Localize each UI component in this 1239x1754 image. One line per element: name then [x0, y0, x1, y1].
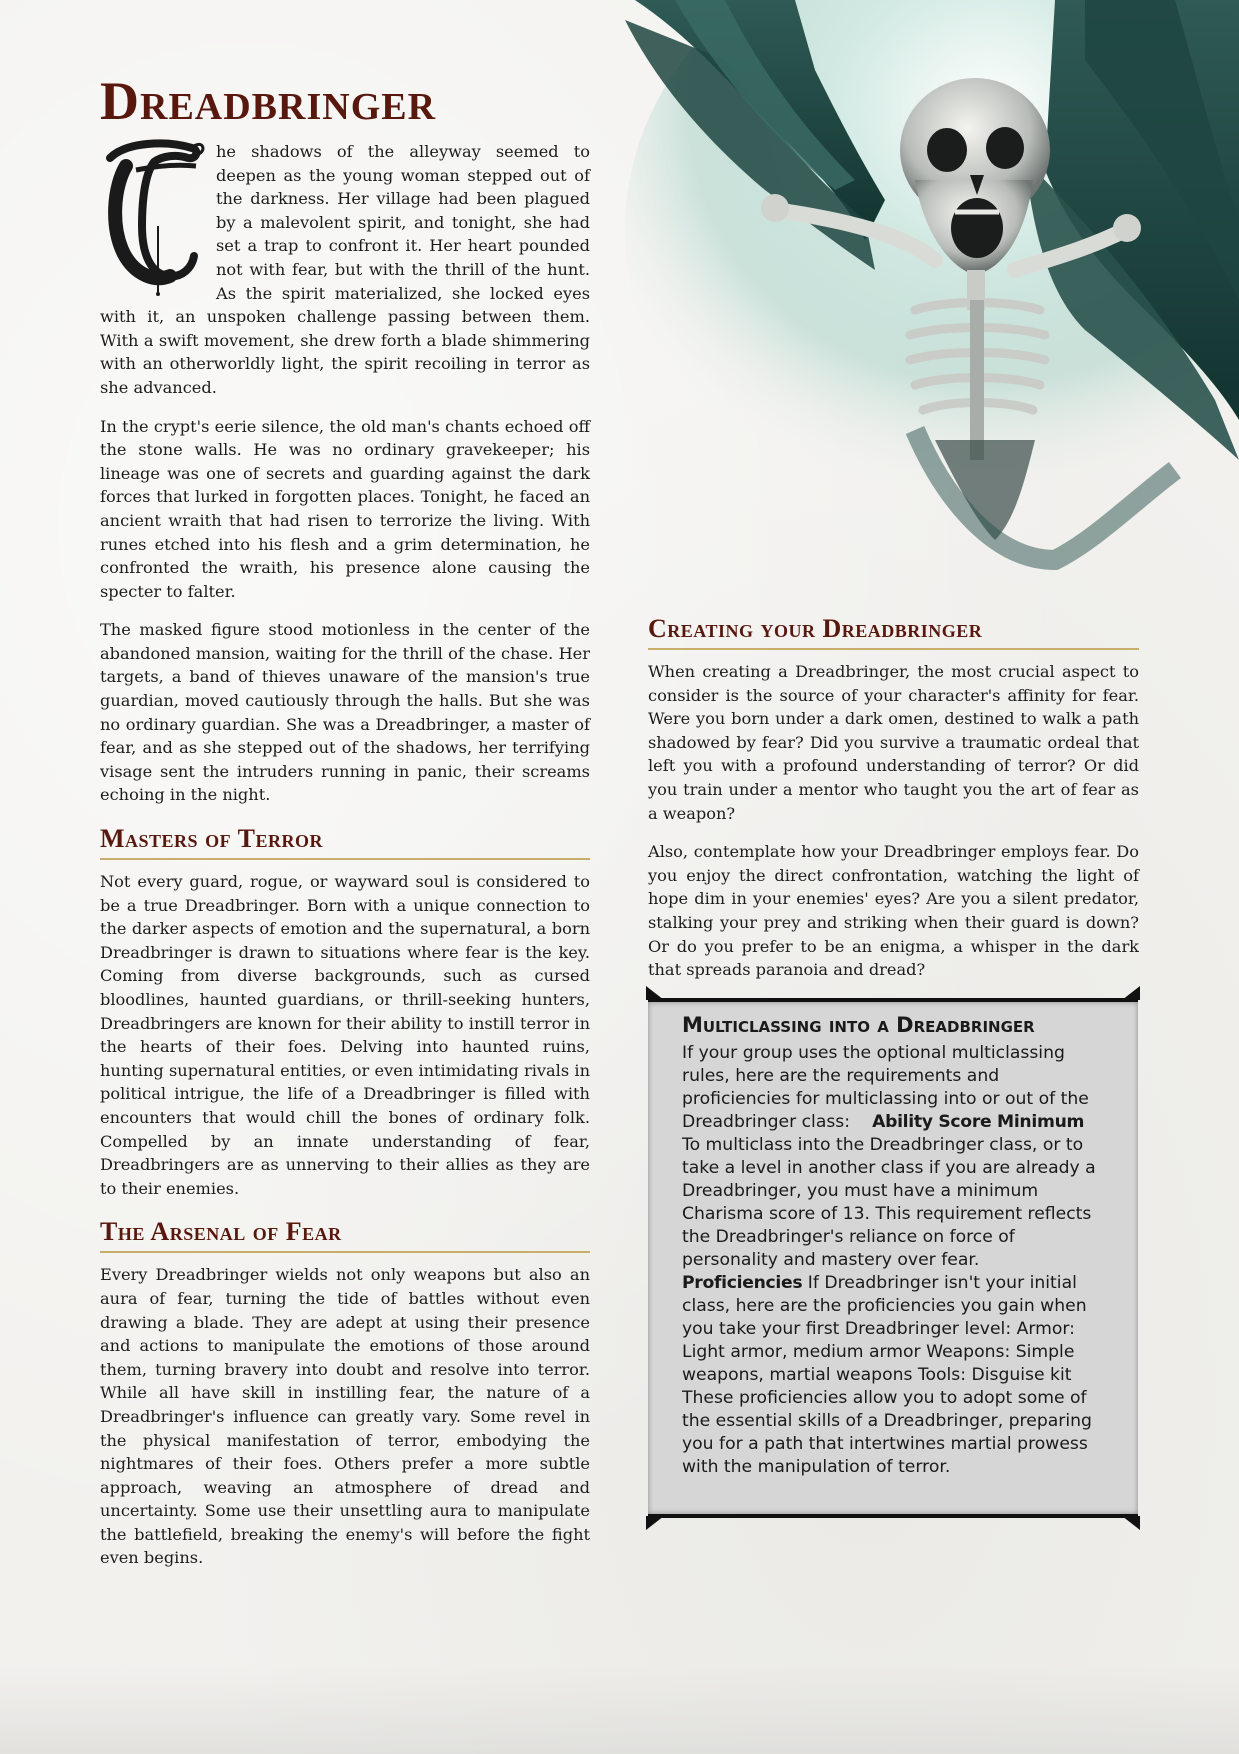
- note-box-corner: [1122, 986, 1140, 1000]
- note-box-corner: [646, 986, 664, 1000]
- drop-cap-t: [96, 136, 208, 296]
- intro-paragraph-2: In the crypt's eerie silence, the old man's chants echoed off the stone walls. He was no ordinary gravekeeper; his lineage was one of secrets and guarding against the dark forces that lurked in forgotten places. Tonight, he faced an ancient wraith that had risen to terrorize the living. With runes etched into his flesh and a grim determination, he confronted the wraith, his presence alone causing the specter to falter.: [100, 416, 590, 601]
- footer-texture: [0, 1664, 1239, 1754]
- heading-creating-your-dreadbringer: Creating your Dreadbringer: [648, 612, 1139, 650]
- creating-paragraph-1: When creating a Dreadbringer, the most crucial aspect to consider is the source of your character's affinity for fear. Were you born under a dark omen, destined to walk a path shadowed by fear? Did you survive a traumatic ordeal that left you with a profound understanding of terror? Or did you train under a mentor who taught you the art of fear as a weapon?: [648, 662, 1139, 823]
- intro-paragraph-1: he shadows of the alleyway seemed to deepen as the young woman stepped out of the darkness. Her village had been plagued by a malevolent spirit, and tonight, she had set a trap to confront it. Her heart pounded not with fear, but with the thrill of the hunt. As the spirit materialized, she locked eyes with it, an unspoken challenge passing between them. With a swift movement, she drew forth a blade shimmering with an otherworldly light, the spirit recoiling in terror as she advanced.: [100, 142, 590, 397]
- creating-paragraph-2: Also, contemplate how your Dreadbringer employs fear. Do you enjoy the direct confrontation, watching the light of hope dim in your enemies' eyes? Are you a silent predator, stalking your prey and striking when their guard is down? Or do you prefer to be an enigma, a whisper in the dark that spreads paranoia and dread?: [648, 842, 1139, 980]
- intro-paragraph-3: The masked figure stood motionless in the center of the abandoned mansion, waiting for the thrill of the chase. Her targets, a band of thieves unaware of the mansion's true guardian, moved cautiously through the halls. But she was no ordinary guardian. She was a Dreadbringer, a master of fear, and as she stepped out of the shadows, her terrifying visage sent the intruders running in panic, their screams echoing in the night.: [100, 620, 590, 805]
- note-intro-text: If your group uses the optional multiclassing rules, here are the requirements and proficiencies for multiclassing into or out of the Dreadbringer class:: [682, 1043, 1089, 1132]
- heading-masters-of-terror: Masters of Terror: [100, 822, 590, 860]
- note-box-text: [682, 1042, 1102, 1479]
- heading-arsenal-of-fear: The Arsenal of Fear: [100, 1215, 590, 1253]
- multiclassing-note-box: [648, 990, 1138, 1528]
- arsenal-paragraph: Every Dreadbringer wields not only weapons but also an aura of fear, turning the tide of battles without even drawing a blade. They are adept at using their presence and actions to manipulate the emotions of those around them, turning bravery into doubt and resolve into terror. While all have skill in instilling fear, the nature of a Dreadbringer's influence can greatly vary. Some revel in the physical manifestation of terror, embodying the nightmares of their foes. Others prefer a more subtle approach, weaving an atmosphere of dread and uncertainty. Some use their unsettling aura to manipulate the battlefield, breaking the enemy's will before the fight even begins.: [100, 1265, 590, 1568]
- note-box-bottom-border: [648, 1514, 1138, 1518]
- note-box-top-border: [648, 998, 1138, 1002]
- note-box-title: Multiclassing into a Dreadbringer: [682, 1013, 1035, 1037]
- note-box-corner: [646, 1516, 664, 1530]
- page-title: Dreadbringer: [100, 71, 437, 131]
- note-box-corner: [1122, 1516, 1140, 1530]
- note-label-proficiencies: Proficiencies: [682, 1273, 803, 1293]
- note-proficiencies-text: If Dreadbringer isn't your initial class, here are the proficiencies you gain when you take your first Dreadbringer level: Armor: Light armor, medium armor Weapons: Simple weapons, martial weapons Tools: Disguise kit These proficiencies allow you to adopt some of the essential skills of a Dreadbringer, preparing you for a path that intertwines martial prowess with the manipulation of terror.: [682, 1273, 1092, 1477]
- winged-skeleton-illustration: [615, 0, 1239, 610]
- left-column: [100, 140, 590, 1585]
- note-label-ability-score: Ability Score Minimum: [872, 1112, 1085, 1132]
- masters-paragraph: Not every guard, rogue, or wayward soul is considered to be a true Dreadbringer. Born with a unique connection to the darker aspects of emotion and the supernatural, a born Dreadbringer is drawn to situations where fear is the key. Coming from diverse backgrounds, such as cursed bloodlines, haunted guardians, or thrill-seeking hunters, Dreadbringers are known for their ability to instill terror in the hearts of their foes. Delving into haunted ruins, hunting supernatural entities, or even intimidating rivals in political intrigue, the life of a Dreadbringer is filled with encounters that would chill the bones of ordinary folk. Compelled by an innate understanding of fear, Dreadbringers are as unnerving to their allies as they are to their enemies.: [100, 872, 590, 1198]
- note-box-content: [682, 1012, 1102, 1479]
- note-ability-text: To multiclass into the Dreadbringer class, or to take a level in another class if you are already a Dreadbringer, you must have a minimum Charisma score of 13. This requirement reflects the Dreadbringer's reliance on force of personality and mastery over fear.: [682, 1135, 1096, 1270]
- right-column: [648, 612, 1139, 997]
